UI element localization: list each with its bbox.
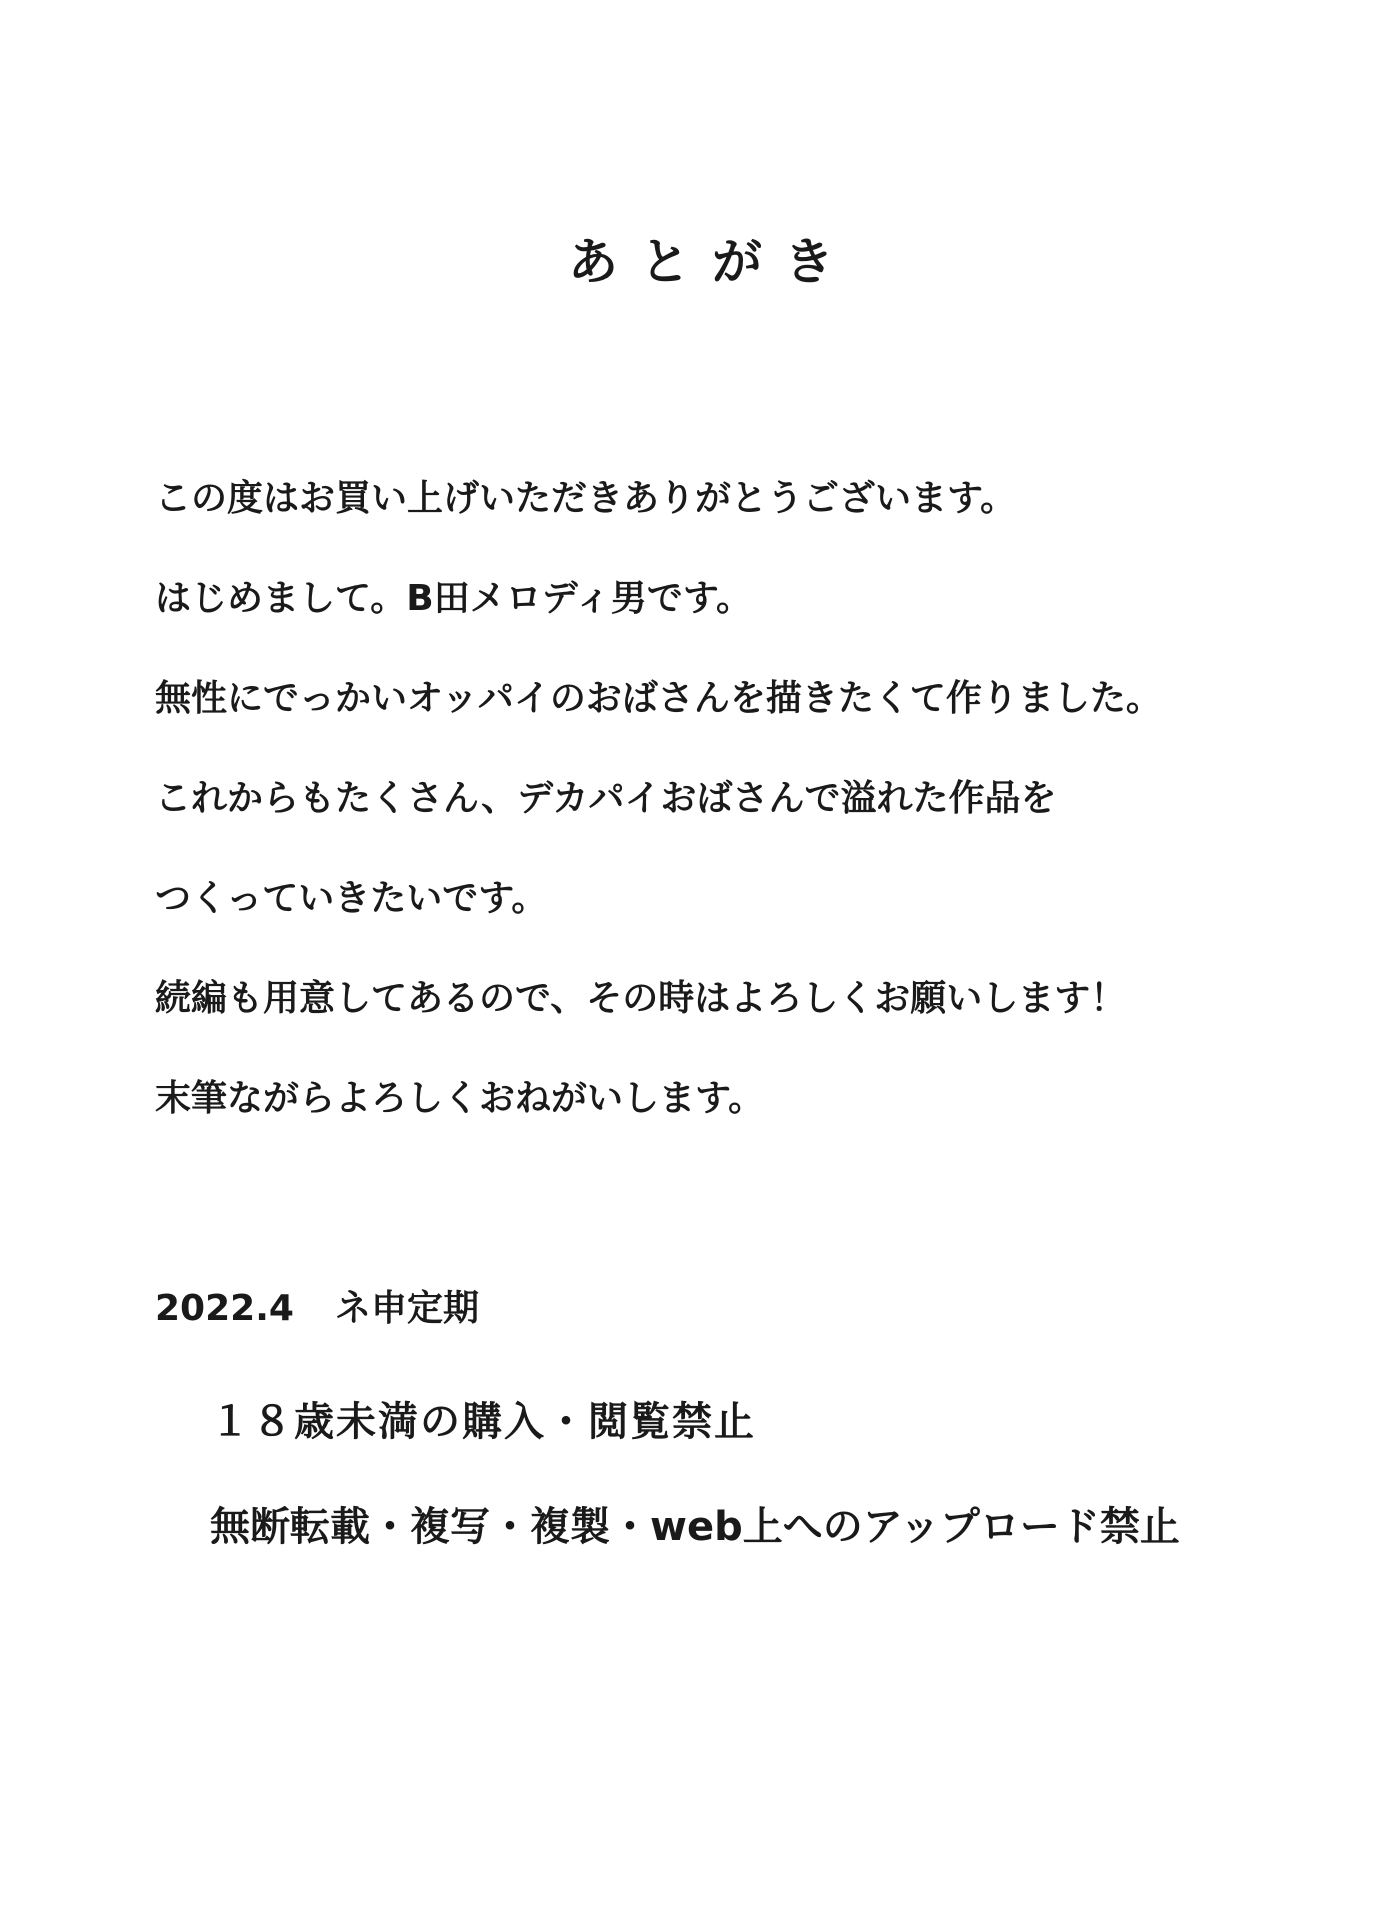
signature (155, 1280, 479, 1331)
body-line: はじめまして。B田メロディ男です。 (155, 578, 752, 619)
body-line: つくっていきたいです。 (155, 878, 548, 919)
afterword-body (155, 474, 1305, 1174)
body-line: 無性にでっかいオッパイのおばさんを描きたくて作りました。 (155, 678, 1162, 719)
body-line: 末筆ながらよろしくおねがいします。 (155, 1078, 765, 1119)
page-title: あとがき (568, 232, 856, 291)
body-line: 続編も用意してあるので、その時はよろしくお願いします！ (155, 978, 1127, 1019)
signature-author: ネ申定期 (335, 1288, 480, 1329)
copy-restriction-notice: 無断転載・複写・複製・web上へのアップロード禁止 (210, 1504, 1180, 1550)
body-line: この度はお買い上げいただきありがとうございます。 (155, 478, 1017, 519)
age-restriction-notice: １８歳未満の購入・閲覧禁止 (210, 1399, 756, 1445)
body-line: これからもたくさん、デカパイおばさんで溢れた作品を (155, 778, 1057, 819)
signature-date: 2022.4 (155, 1288, 294, 1329)
